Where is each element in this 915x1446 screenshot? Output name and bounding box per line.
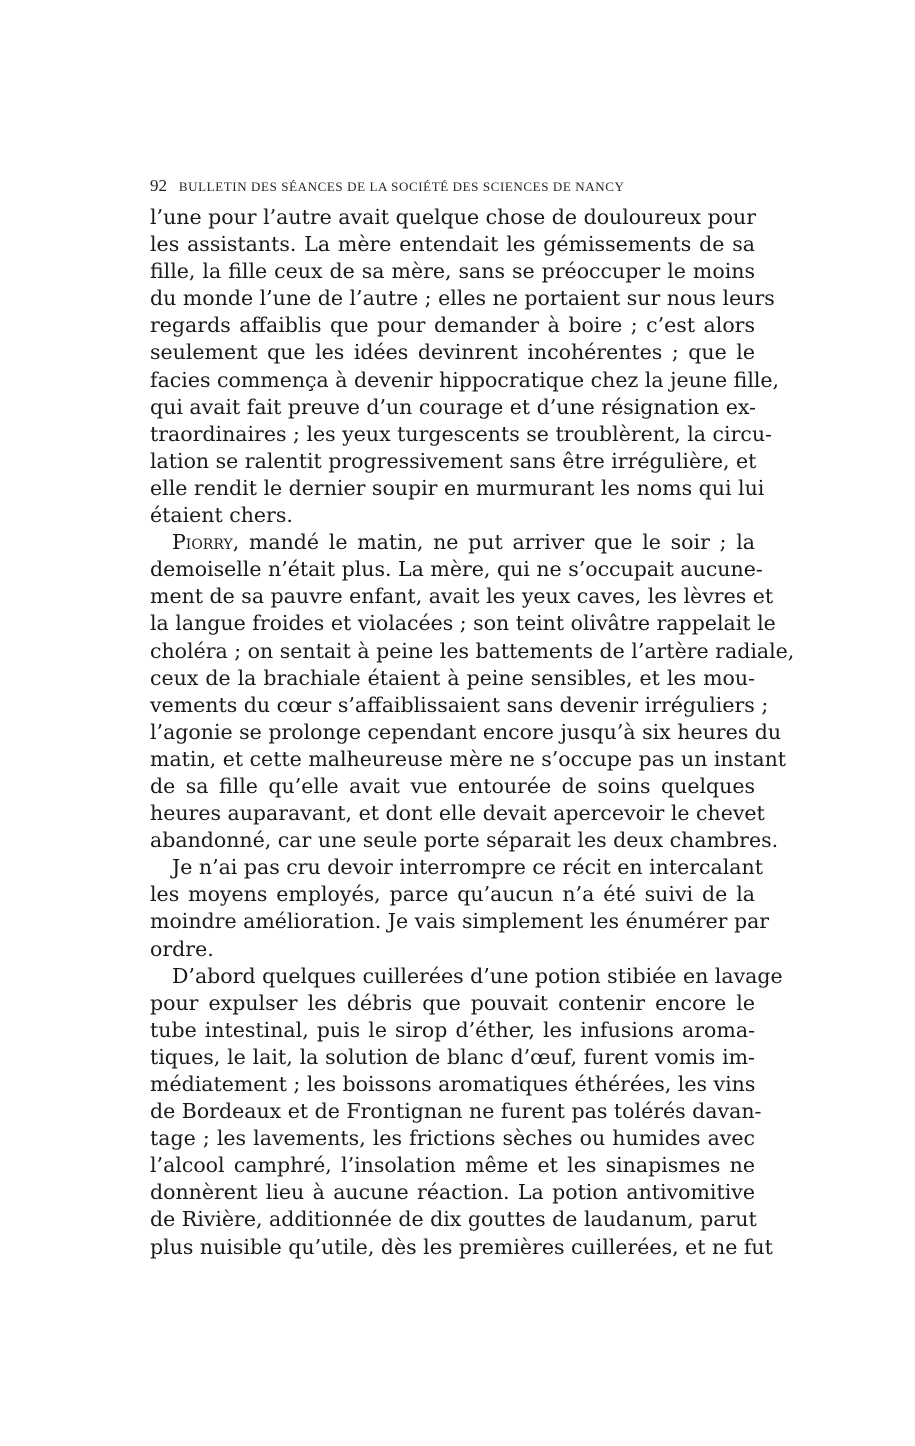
text-line-rest: , mandé le matin, ne put arriver que le soir ; la: [232, 530, 755, 555]
text-line: ceux de la brachiale étaient à peine sensibles, et les mou-: [150, 665, 755, 690]
text-line: fille, la fille ceux de sa mère, sans se préoccuper le moins: [150, 259, 755, 284]
text-line: tiques, le lait, la solution de blanc d’œuf, furent vomis im-: [150, 1044, 755, 1069]
text-line: la langue froides et violacées ; son teint olivâtre rappelait le: [150, 611, 776, 636]
text-line: Je n’ai pas cru devoir interrompre ce récit en intercalant: [172, 855, 763, 880]
page-number: 92: [150, 176, 167, 195]
text-line: demoiselle n’était plus. La mère, qui ne s’occupait aucune-: [150, 557, 763, 582]
text-line: moindre amélioration. Je vais simplement les énumérer par: [150, 909, 770, 934]
text-line: les assistants. La mère entendait les gémissements de sa: [150, 232, 755, 257]
text-line: les moyens employés, parce qu’aucun n’a été suivi de la: [150, 882, 755, 907]
author-name: Piorry: [172, 530, 233, 555]
text-line: D’abord quelques cuillerées d’une potion stibiée en lavage: [172, 963, 783, 988]
text-line: donnèrent lieu à aucune réaction. La potion antivomitive: [150, 1180, 755, 1205]
text-line: de sa fille qu’elle avait vue entourée de soins quelques: [150, 773, 755, 798]
paragraph-4: [150, 963, 783, 1261]
paragraph-3: [150, 854, 770, 962]
running-title: BULLETIN DES SÉANCES DE LA SOCIÉTÉ DES SCIENCES DE NANCY: [178, 179, 625, 194]
text-line: seulement que les idées devinrent incohérentes ; que le: [150, 340, 755, 365]
text-line: l’alcool camphré, l’insolation même et les sinapismes ne: [150, 1153, 755, 1178]
text-line: ment de sa pauvre enfant, avait les yeux caves, les lèvres et: [150, 584, 774, 609]
text-line: traordinaires ; les yeux turgescents se troublèrent, la circu-: [150, 421, 772, 446]
text-line-with-name: [150, 529, 755, 556]
text-line: de Bordeaux et de Frontignan ne furent pas tolérés davan-: [150, 1099, 762, 1124]
text-line: plus nuisible qu’utile, dès les premières cuillerées, et ne fut: [150, 1234, 773, 1259]
text-line: regards affaiblis que pour demander à boire ; c’est alors: [150, 313, 755, 338]
text-line: matin, et cette malheureuse mère ne s’occupe pas un instant: [150, 746, 787, 771]
text-line: médiatement ; les boissons aromatiques éthérées, les vins: [150, 1072, 756, 1096]
text-line: lation se ralentit progressivement sans être irrégulière, et: [150, 448, 757, 473]
paragraph-1: [150, 204, 780, 529]
running-head: [150, 176, 755, 198]
text-line: facies commença à devenir hippocratique chez la jeune fille,: [150, 367, 780, 392]
text-line: l’une pour l’autre avait quelque chose de douloureux pour: [150, 205, 757, 229]
text-line: ordre.: [150, 936, 214, 961]
text-line: heures auparavant, et dont elle devait apercevoir le chevet: [150, 801, 765, 826]
text-line: vements du cœur s’affaiblissaient sans devenir irréguliers ;: [150, 692, 769, 717]
text-line: abandonné, car une seule porte séparait les deux chambres.: [150, 828, 779, 853]
text-line: choléra ; on sentait à peine les battements de l’artère radiale,: [150, 638, 795, 663]
body-text: [150, 204, 795, 1261]
text-line: tage ; les lavements, les frictions sèches ou humides avec: [150, 1126, 755, 1151]
text-line: étaient chers.: [150, 503, 293, 528]
text-line: qui avait fait preuve d’un courage et d’une résignation ex-: [150, 394, 756, 419]
text-line: l’agonie se prolonge cependant encore jusqu’à six heures du: [150, 719, 782, 744]
text-line: elle rendit le dernier soupir en murmurant les noms qui lui: [150, 475, 765, 500]
text-line: de Rivière, additionnée de dix gouttes de laudanum, parut: [150, 1207, 757, 1232]
text-line: tube intestinal, puis le sirop d’éther, les infusions aroma-: [150, 1017, 755, 1042]
text-line: du monde l’une de l’autre ; elles ne portaient sur nous leurs: [150, 286, 775, 311]
paragraph-2: [150, 529, 795, 854]
text-line: pour expulser les débris que pouvait contenir encore le: [150, 990, 755, 1015]
